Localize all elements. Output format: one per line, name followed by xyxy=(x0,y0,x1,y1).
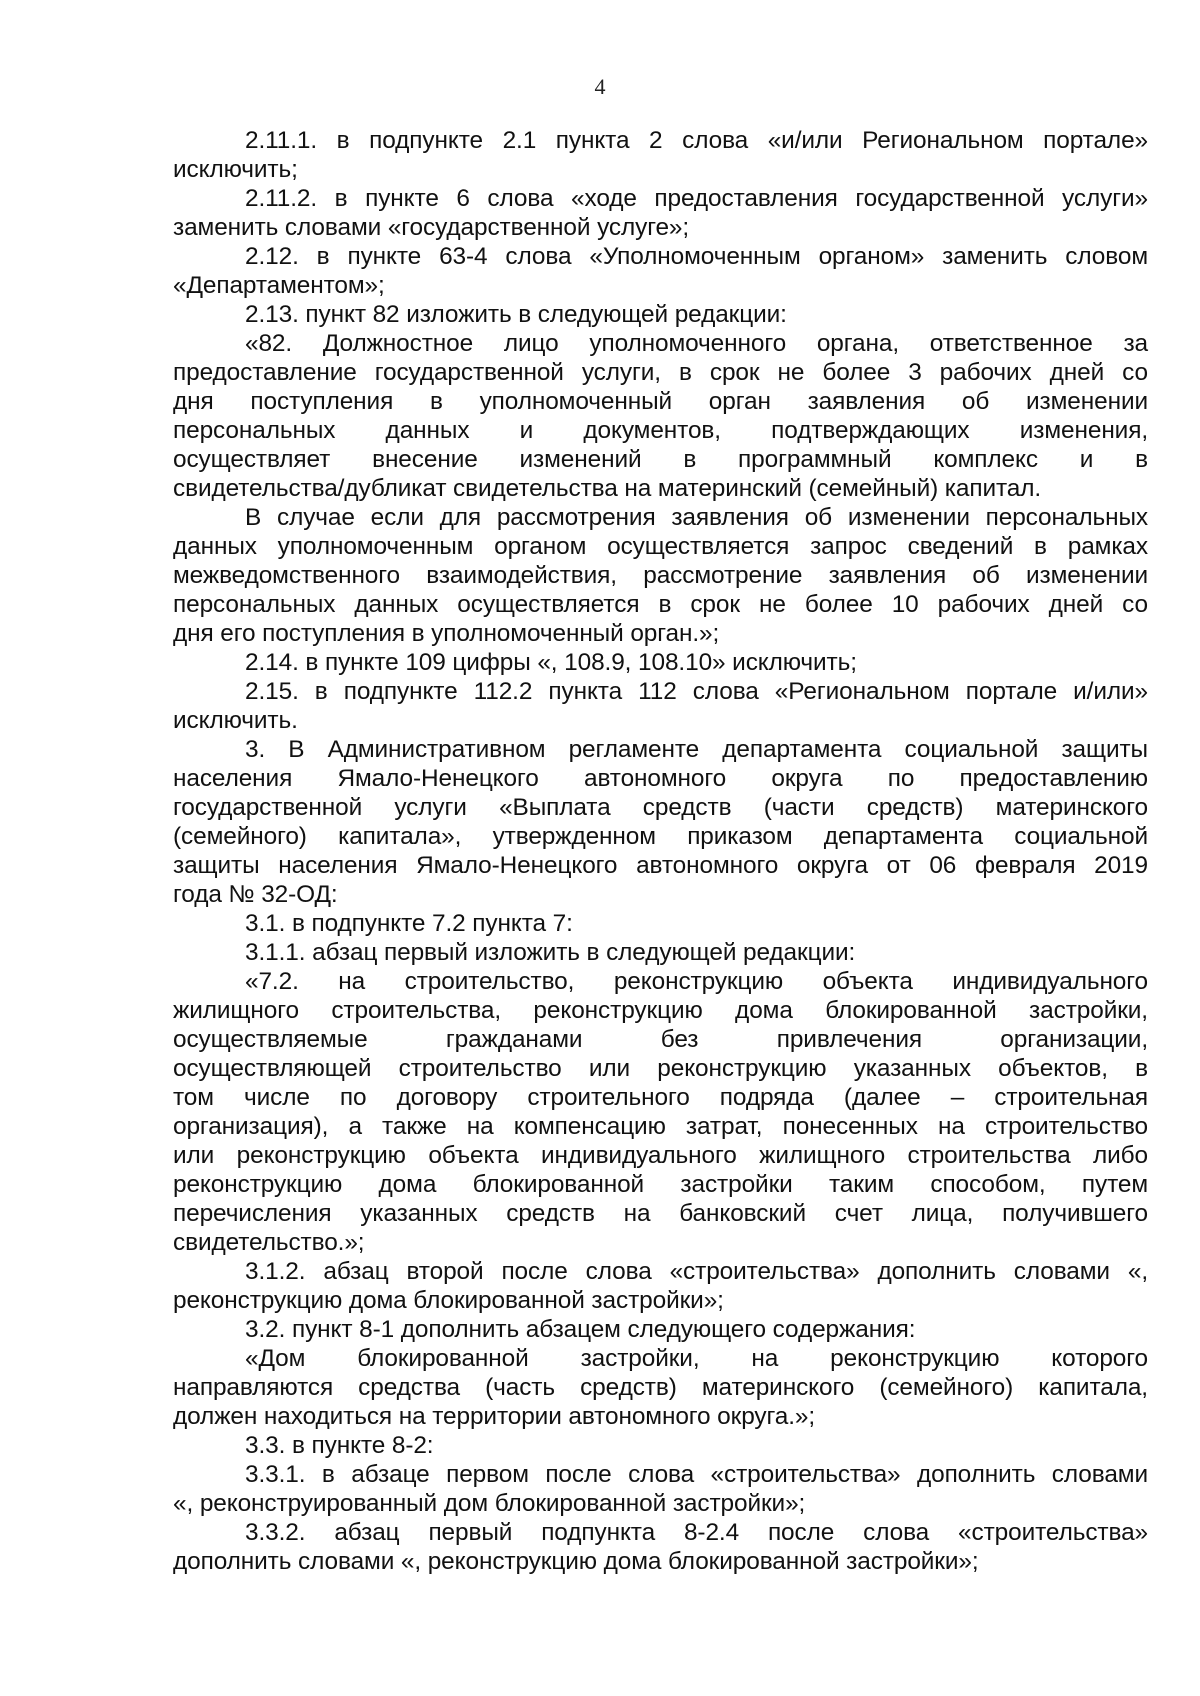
text-line: дня поступления в уполномоченный орган заявления об изменении xyxy=(173,388,1148,415)
text-line: заменить словами «государственной услуге»; xyxy=(173,214,690,241)
text-line: «, реконструированный дом блокированной застройки»; xyxy=(173,1490,806,1517)
text-line: свидетельство.»; xyxy=(173,1229,365,1256)
paragraph xyxy=(173,184,1148,242)
text-line: реконструкцию дома блокированной застройки»; xyxy=(173,1287,724,1314)
text-line: 2.12. в пункте 63-4 слова «Уполномоченным органом» заменить словом xyxy=(245,243,1148,270)
text-line: 3.1.1. абзац первый изложить в следующей редакции: xyxy=(245,939,856,966)
text-line: населения Ямало-Ненецкого автономного округа по предоставлению xyxy=(173,765,1148,792)
text-line: государственной услуги «Выплата средств (части средств) материнского xyxy=(173,794,1148,821)
paragraph xyxy=(173,1257,1148,1315)
text-line: должен находиться на территории автономного округа.»; xyxy=(173,1403,816,1430)
text-line: 2.15. в подпункте 112.2 пункта 112 слова «Региональном портале и/или» xyxy=(245,678,1148,705)
paragraph xyxy=(173,503,1148,648)
text-line: 3.3.2. абзац первый подпункта 8-2.4 после слова «строительства» xyxy=(245,1519,1148,1546)
text-line: 3.1.2. абзац второй после слова «строительства» дополнить словами «, xyxy=(245,1258,1148,1285)
text-line: осуществляющей строительство или реконструкцию указанных объектов, в xyxy=(173,1055,1148,1082)
paragraph xyxy=(173,1344,1148,1431)
paragraph xyxy=(173,909,1148,938)
text-line: персональных данных и документов, подтверждающих изменения, xyxy=(173,417,1148,444)
paragraph xyxy=(173,242,1148,300)
paragraph xyxy=(173,1460,1148,1518)
text-line: 3. В Административном регламенте департамента социальной защиты xyxy=(245,736,1148,763)
text-line: исключить. xyxy=(173,707,298,734)
text-line: «Департаментом»; xyxy=(173,272,385,299)
text-line: 2.11.1. в подпункте 2.1 пункта 2 слова «и/или Региональном портале» xyxy=(245,127,1148,154)
text-line: года № 32-ОД: xyxy=(173,881,338,908)
paragraph xyxy=(173,677,1148,735)
paragraph xyxy=(173,967,1148,1257)
text-line: осуществляет внесение изменений в программный комплекс и в xyxy=(173,446,1148,473)
page-number: 4 xyxy=(594,74,606,99)
text-line: 2.11.2. в пункте 6 слова «ходе предоставления государственной услуги» xyxy=(245,185,1148,212)
text-line: межведомственного взаимодействия, рассмотрение заявления об изменении xyxy=(173,562,1148,589)
paragraph xyxy=(173,648,1148,677)
text-line: 3.3. в пункте 8-2: xyxy=(245,1432,434,1459)
text-line: осуществляемые гражданами без привлечения организации, xyxy=(173,1026,1148,1053)
text-line: или реконструкцию объекта индивидуального жилищного строительства либо xyxy=(173,1142,1148,1169)
paragraph xyxy=(173,938,1148,967)
text-line: направляются средства (часть средств) материнского (семейного) капитала, xyxy=(173,1374,1148,1401)
text-line: персональных данных осуществляется в срок не более 10 рабочих дней со xyxy=(173,591,1148,618)
text-line: (семейного) капитала», утвержденном приказом департамента социальной xyxy=(173,823,1148,850)
text-line: перечисления указанных средств на банковский счет лица, получившего xyxy=(173,1200,1148,1227)
text-line: предоставление государственной услуги, в срок не более 3 рабочих дней со xyxy=(173,359,1148,386)
text-line: «82. Должностное лицо уполномоченного органа, ответственное за xyxy=(245,330,1148,357)
text-line: 3.1. в подпункте 7.2 пункта 7: xyxy=(245,910,573,937)
text-line: 3.3.1. в абзаце первом после слова «строительства» дополнить словами xyxy=(245,1461,1148,1488)
paragraph xyxy=(173,1431,1148,1460)
paragraph xyxy=(173,329,1148,503)
text-line: свидетельства/дубликат свидетельства на материнский (семейный) капитал. xyxy=(173,475,1042,502)
text-line: В случае если для рассмотрения заявления об изменении персональных xyxy=(245,504,1148,531)
paragraph xyxy=(173,300,1148,329)
text-line: 2.14. в пункте 109 цифры «, 108.9, 108.10» исключить; xyxy=(245,649,857,676)
text-line: «Дом блокированной застройки, на реконструкцию которого xyxy=(245,1345,1148,1372)
text-line: том числе по договору строительного подряда (далее – строительная xyxy=(173,1084,1148,1111)
text-line: дня его поступления в уполномоченный орган.»; xyxy=(173,620,720,647)
document-body xyxy=(173,126,1148,1576)
paragraph xyxy=(173,1315,1148,1344)
text-line: защиты населения Ямало-Ненецкого автономного округа от 06 февраля 2019 xyxy=(173,852,1148,879)
text-line: «7.2. на строительство, реконструкцию объекта индивидуального xyxy=(245,968,1148,995)
paragraph xyxy=(173,735,1148,909)
text-line: реконструкцию дома блокированной застройки таким способом, путем xyxy=(173,1171,1148,1198)
text-line: 2.13. пункт 82 изложить в следующей редакции: xyxy=(245,301,787,328)
text-line: дополнить словами «, реконструкцию дома блокированной застройки»; xyxy=(173,1548,979,1575)
paragraph xyxy=(173,126,1148,184)
paragraph xyxy=(173,1518,1148,1576)
text-line: исключить; xyxy=(173,156,298,183)
text-line: жилищного строительства, реконструкцию дома блокированной застройки, xyxy=(173,997,1148,1024)
text-line: 3.2. пункт 8-1 дополнить абзацем следующего содержания: xyxy=(245,1316,916,1343)
text-line: данных уполномоченным органом осуществляется запрос сведений в рамках xyxy=(173,533,1148,560)
text-line: организация), а также на компенсацию затрат, понесенных на строительство xyxy=(173,1113,1148,1140)
